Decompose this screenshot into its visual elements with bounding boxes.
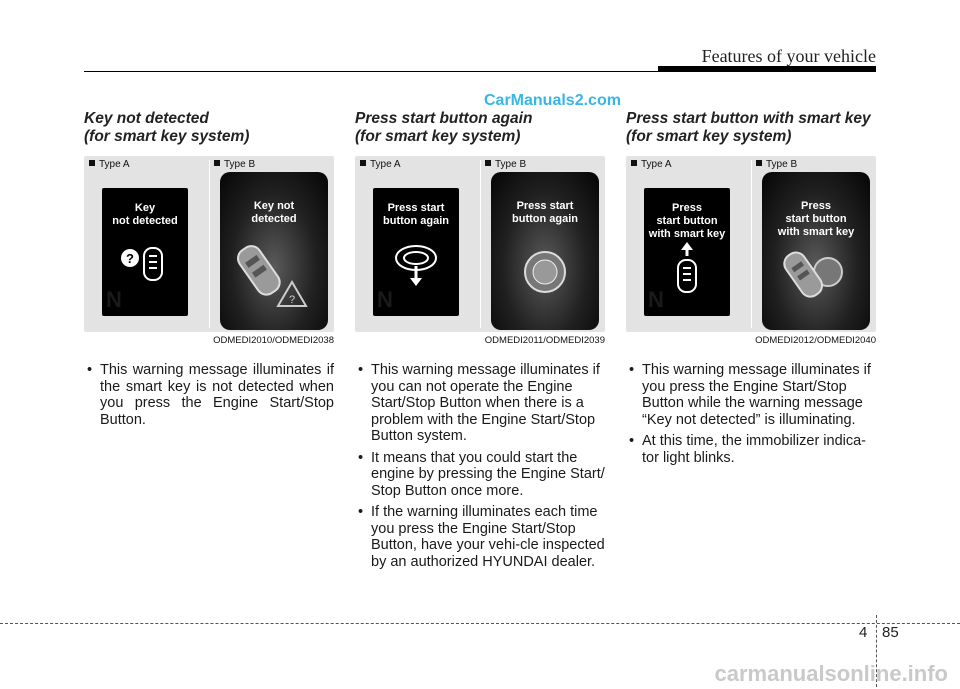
type-a-label: Type A	[631, 159, 672, 170]
type-b-label: Type B	[214, 159, 255, 170]
svg-text:?: ?	[288, 294, 296, 306]
section-press-start-again	[355, 110, 605, 575]
illustration-panel	[355, 156, 605, 332]
bullet-item: • If the warning illuminates each time you press the Engine Start/Stop Button, have your vehi-cle inspected by an authorized HYUNDAI dealer.	[355, 504, 605, 570]
type-a-label: Type A	[89, 159, 130, 170]
start-button-icon	[491, 172, 599, 330]
type-a-label: Type A	[360, 159, 401, 170]
image-code: ODMEDI2010/ODMEDI2038	[213, 335, 334, 346]
image-code: ODMEDI2012/ODMEDI2040	[755, 335, 876, 346]
page-number: 85	[882, 624, 899, 641]
illustration-panel	[626, 156, 876, 332]
section-key-not-detected	[84, 110, 334, 433]
page-header-title: Features of your vehicle	[701, 46, 876, 66]
section-title: Press start button with smart key (for smart key system)	[626, 110, 871, 145]
chapter-number: 4	[859, 624, 868, 641]
section-title: Press start button again (for smart key system)	[355, 110, 533, 145]
section-press-start-with-key	[626, 110, 876, 471]
smart-key-on-button-icon	[762, 172, 870, 330]
bullet-list	[626, 362, 876, 466]
watermark-bottom: carmanualsonline.info	[714, 661, 948, 686]
bullet-item: • This warning message illuminates if you can not operate the Engine Start/Stop Button when there is a problem with the Engine Start/Stop Button system.	[355, 362, 605, 445]
section-title: Key not detected (for smart key system)	[84, 110, 250, 145]
watermark-top: CarManuals2.com	[484, 92, 621, 109]
bullet-list	[355, 362, 605, 570]
cluster-display-type-a: Key not detected ? N	[102, 188, 188, 316]
cluster-display-type-b: Press start button with smart key	[762, 172, 870, 330]
bullet-item: • This warning message illuminates if you press the Engine Start/Stop Button while the warning message “Key not detected” is illuminating.	[626, 362, 876, 428]
bullet-list	[84, 362, 334, 428]
bullet-item: • This warning message illuminates if the smart key is not detected when you press the Engine Start/Stop Button.	[84, 362, 334, 428]
smart-key-warning-icon	[220, 172, 328, 330]
illustration-panel	[84, 156, 334, 332]
type-b-label: Type B	[485, 159, 526, 170]
header-rule-accent	[658, 66, 876, 72]
image-code: ODMEDI2011/ODMEDI2039	[484, 335, 605, 346]
type-b-label: Type B	[756, 159, 797, 170]
footer-rule	[0, 623, 960, 624]
cluster-display-type-a: Press start button again N	[373, 188, 459, 316]
cluster-display-type-a: Press start button with smart key N	[644, 188, 730, 316]
cluster-display-type-b: Key not detected ?	[220, 172, 328, 330]
bullet-item: • At this time, the immobilizer indica-tor light blinks.	[626, 433, 876, 466]
cluster-display-type-b: Press start button again	[491, 172, 599, 330]
svg-text:?: ?	[126, 251, 134, 266]
bullet-item: • It means that you could start the engine by pressing the Engine Start/ Stop Button once more.	[355, 450, 605, 500]
